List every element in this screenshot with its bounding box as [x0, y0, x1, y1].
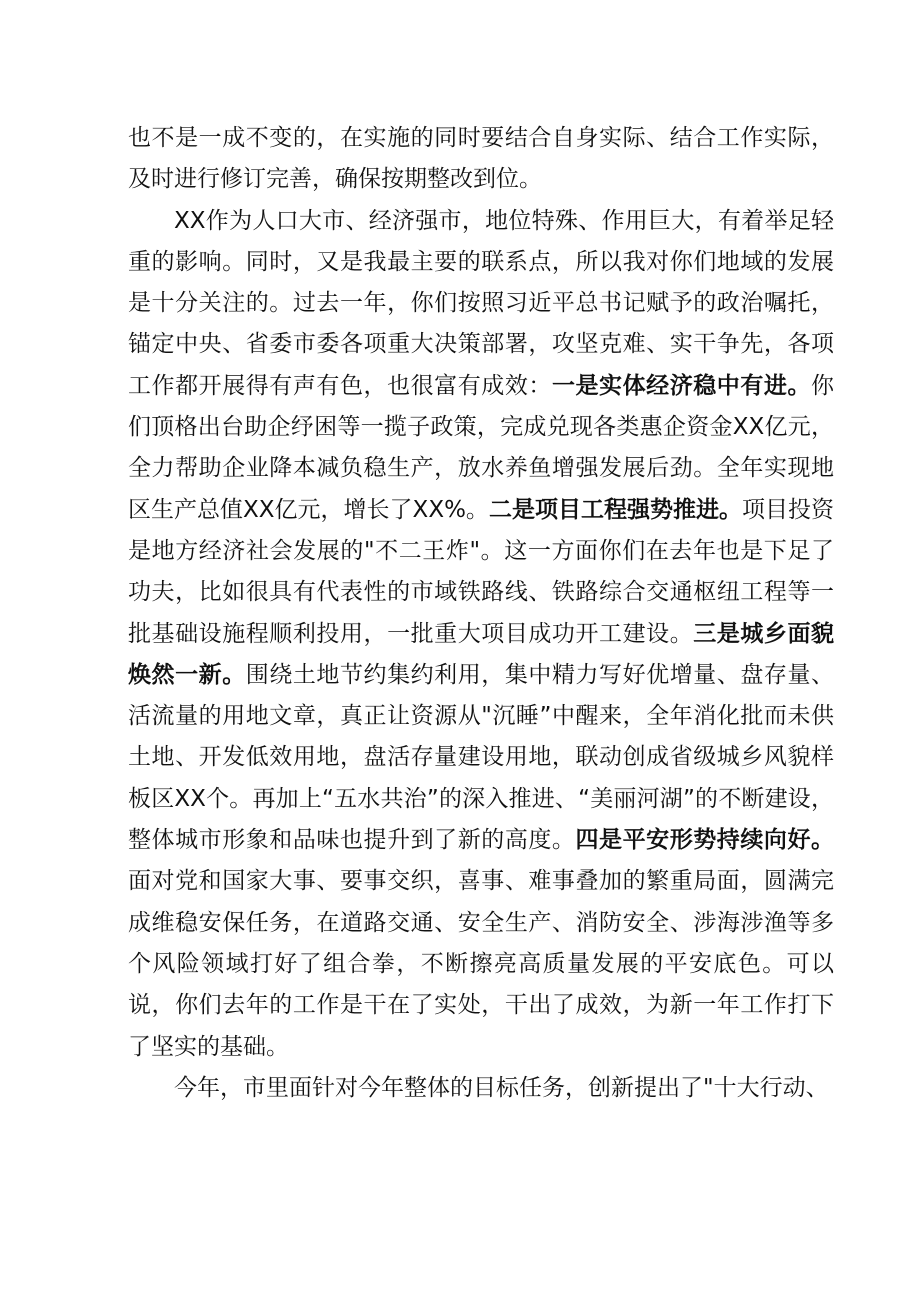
paragraph-text: 也不是一成不变的，在实施的同时要结合自身实际、结合工作实际，及时进行修订完善，确保按期整改到位。	[128, 125, 834, 193]
paragraph-text: 你们顶格出台助企纾困等一揽子政策，完成兑现各类惠企资金XX亿元，全力帮助企业降本减负稳生产，放水养鱼增强发展后劲。全年实现地区生产总值XX亿元，增长了XX%。	[128, 372, 835, 523]
bold-heading-safety: 四是平安形势持续向好。	[575, 827, 835, 854]
bold-heading-urban-rural: 三是城乡面貌焕然一新。	[128, 620, 835, 688]
paragraph-text: 项目投资是地方经济社会发展的"不二王炸"。这一方面你们在去年也是下足了功夫，比如很具有代表性的市域铁路线、铁路综合交通枢纽工程等一批基础设施程顺利投用，一批重大项目成功开工建设。	[128, 496, 834, 647]
paragraph-2	[128, 201, 834, 1068]
document-page	[128, 118, 834, 1109]
paragraph-text: 围绕土地节约集约利用，集中精力写好优增量、盘存量、活流量的用地文章，真正让资源从"沉睡”中醒来，全年消化批而未供土地、开发低效用地，盘活存量建设用地，联动创成省级城乡风貌样板区XX个。再加上“五水共治”的深入推进、“美丽河湖”的不断建设，整体城市形象和品味也提升到了新的高度。	[128, 661, 835, 854]
bold-heading-projects: 二是项目工程强势推进。	[488, 496, 742, 523]
bold-heading-economy: 一是实体经济稳中有进。	[551, 372, 812, 399]
paragraph-text: 面对党和国家大事、要事交织，喜事、难事叠加的繁重局面，圆满完成维稳安保任务，在道路交通、安全生产、消防安全、涉海涉渔等多个风险领域打好了组合拳，不断擦亮高质量发展的平安底色。可以说，你们去年的工作是干在了实处，干出了成效，为新一年工作打下了坚实的基础。	[128, 868, 834, 1060]
paragraph-3	[128, 1068, 834, 1109]
paragraph-1	[128, 118, 834, 201]
paragraph-text: 今年，市里面针对今年整体的目标任务，创新提出了"十大行动、	[174, 1074, 829, 1101]
paragraph-text: XX作为人口大市、经济强市，地位特殊、作用巨大，有着举足轻重的影响。同时，又是我最主要的联系点，所以我对你们地域的发展是十分关注的。过去一年，你们按照习近平总书记赋予的政治嘱托，锚定中央、省委市委各项重大决策部署，攻坚克难、实干争先，各项工作都开展得有声有色，也很富有成效：	[128, 207, 834, 399]
